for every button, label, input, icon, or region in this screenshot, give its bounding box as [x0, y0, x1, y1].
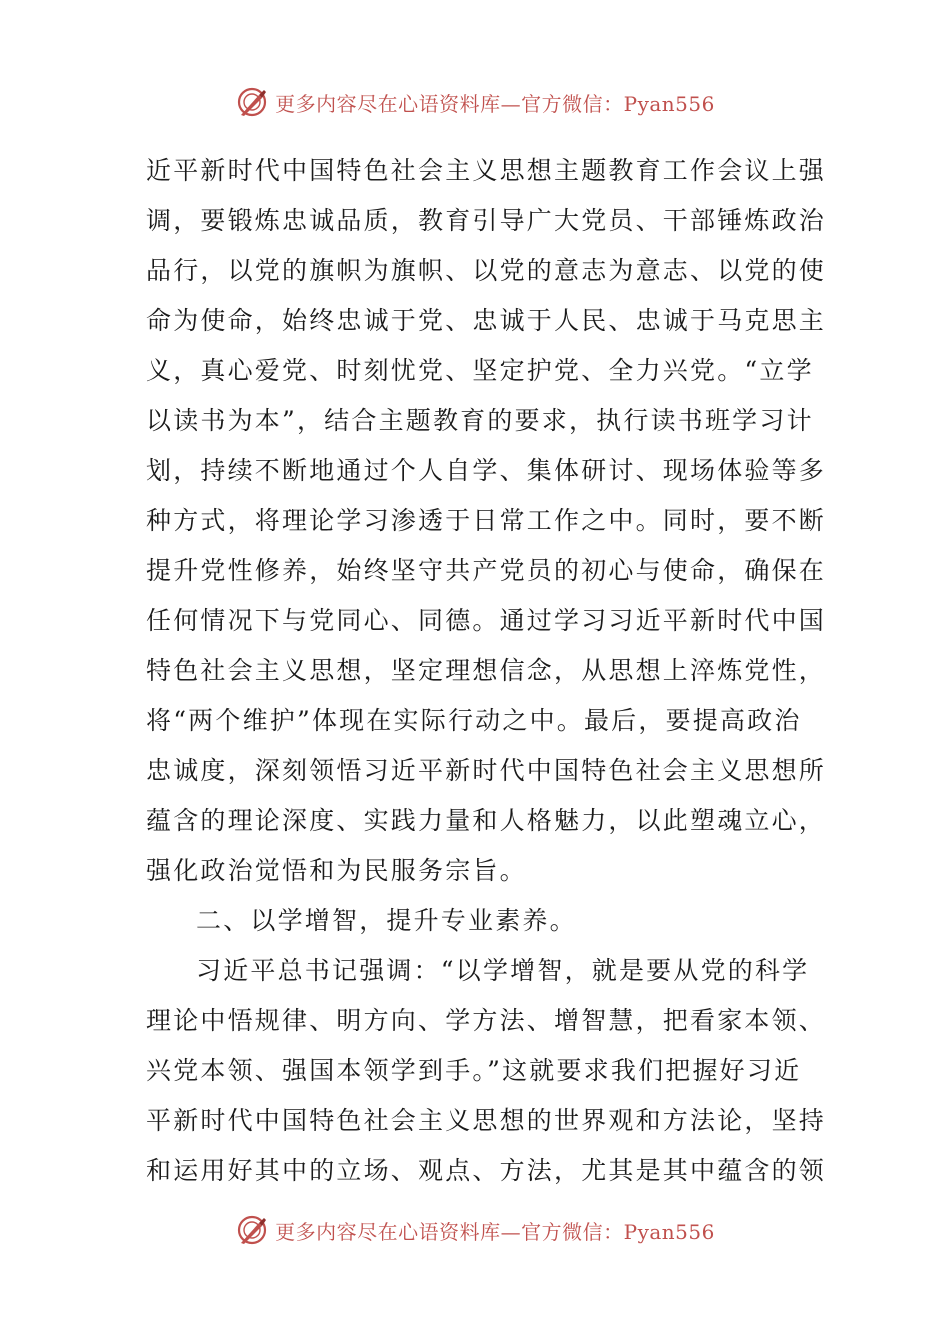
body-line: 强化政治觉悟和为民服务宗旨。 [146, 856, 527, 885]
body-line: 蕴含的理论深度、实践力量和人格魅力，以此塑魂立心， [146, 806, 827, 835]
section-heading: 二、以学增智，提升专业素养。 [196, 906, 577, 935]
body-line: 理论中悟规律、明方向、学方法、增智慧，把看家本领、 [146, 1006, 827, 1035]
body-line: 划，持续不断地通过个人自学、集体研讨、现场体验等多 [146, 456, 827, 485]
body-line: 近平新时代中国特色社会主义思想主题教育工作会议上强 [146, 156, 827, 185]
body-line: 特色社会主义思想，坚定理想信念，从思想上淬炼党性， [146, 656, 827, 685]
header-watermark [0, 82, 950, 122]
body-line: 习近平总书记强调：“以学增智，就是要从党的科学 [196, 956, 810, 985]
body-line: 任何情况下与党同心、同德。通过学习习近平新时代中国 [146, 606, 827, 635]
watermark-text: 更多内容尽在心语资料库—官方微信：Pyan556 [275, 91, 715, 116]
footer-watermark [0, 1210, 950, 1250]
document-body [146, 146, 827, 1196]
body-line: 命为使命，始终忠诚于党、忠诚于人民、忠诚于马克思主 [146, 306, 827, 335]
body-line: 品行，以党的旗帜为旗帜、以党的意志为意志、以党的使 [146, 256, 827, 285]
body-line: 提升党性修养，始终坚守共产党员的初心与使命，确保在 [146, 556, 827, 585]
pen-circle-logo-icon [235, 1213, 269, 1247]
body-line: 调，要锻炼忠诚品质，教育引导广大党员、干部锤炼政治 [146, 206, 827, 235]
watermark-text: 更多内容尽在心语资料库—官方微信：Pyan556 [275, 1219, 715, 1244]
body-line: 种方式，将理论学习渗透于日常工作之中。同时，要不断 [146, 506, 827, 535]
pen-circle-logo-icon [235, 85, 269, 119]
body-line: 以读书为本”，结合主题教育的要求，执行读书班学习计 [146, 406, 814, 435]
body-line: 和运用好其中的立场、观点、方法，尤其是其中蕴含的领 [146, 1156, 827, 1185]
body-line: 忠诚度，深刻领悟习近平新时代中国特色社会主义思想所 [146, 756, 827, 785]
body-line: 将“两个维护”体现在实际行动之中。最后，要提高政治 [146, 706, 802, 735]
body-line: 义，真心爱党、时刻忧党、坚定护党、全力兴党。“立学 [146, 356, 814, 385]
body-line: 平新时代中国特色社会主义思想的世界观和方法论，坚持 [146, 1106, 827, 1135]
body-line: 兴党本领、强国本领学到手。”这就要求我们把握好习近 [146, 1056, 802, 1085]
